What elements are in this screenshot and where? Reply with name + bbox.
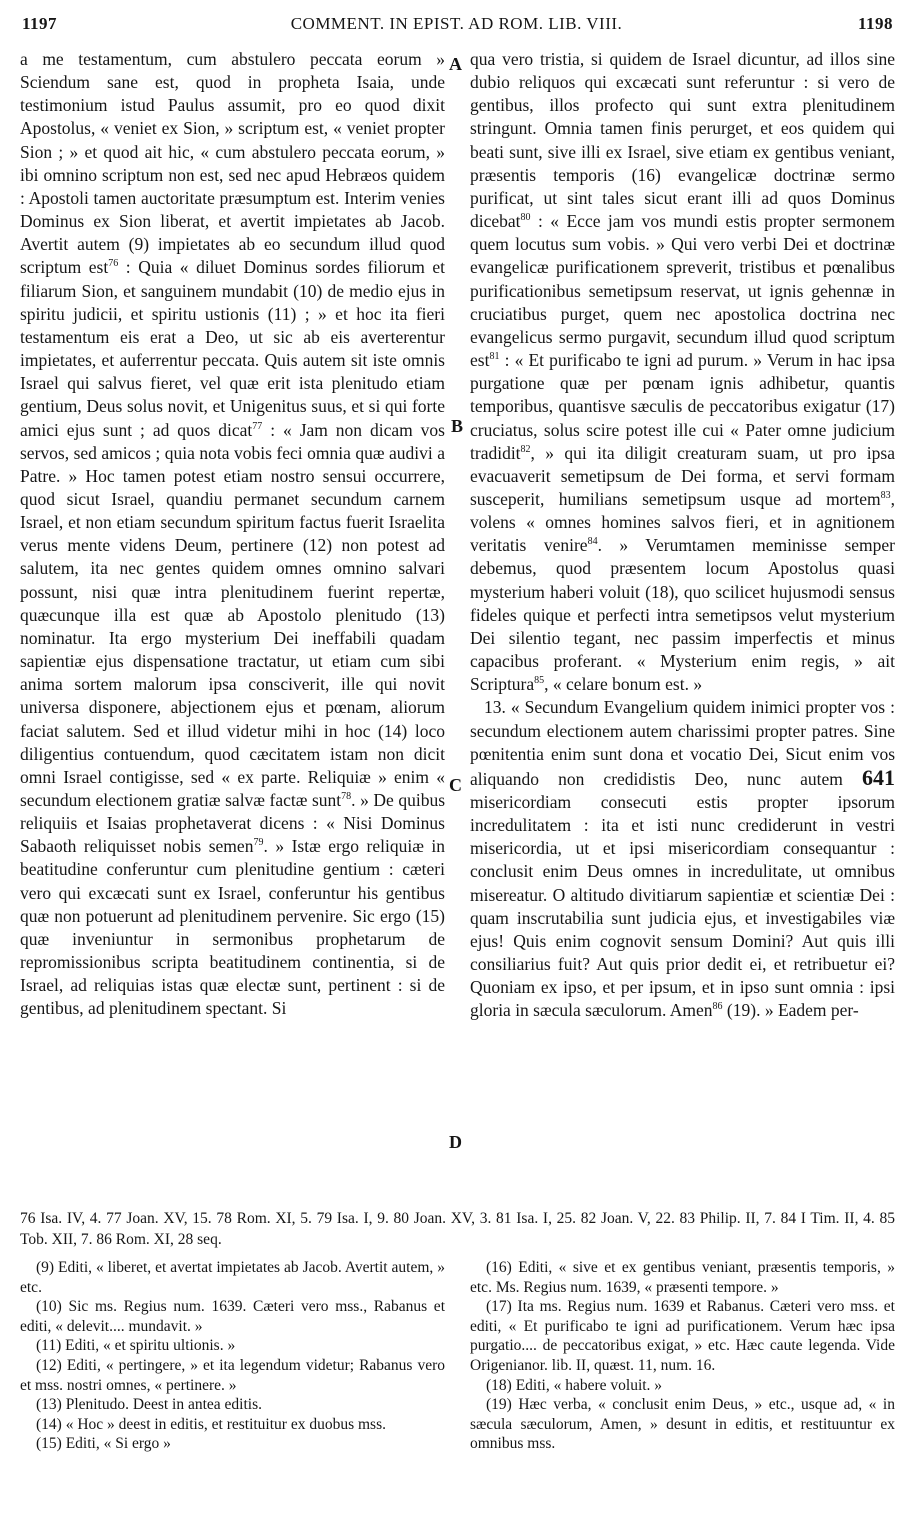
page-number-left: 1197 — [22, 14, 58, 33]
section-marker-b: B — [451, 416, 464, 436]
footnote: (15) Editi, « Si ergo » — [36, 1435, 171, 1453]
column-number-641: 641 — [862, 764, 895, 790]
footnote: (14) « Hoc » deest in editis, et restituitur ex duobus mss. — [36, 1415, 386, 1433]
page-number-right: 1198 — [857, 14, 893, 33]
footnote: (10) Sic ms. Regius num. 1639. Cæteri vero mss., Rabanus et editi, « delevit.... mundavit. » — [20, 1298, 445, 1335]
section-marker-d: D — [449, 1132, 462, 1152]
running-header — [14, 8, 899, 34]
footnote: (13) Plenitudo. Deest in antea editis. — [36, 1396, 262, 1414]
footnote: (9) Editi, « liberet, et avertat impietates ab Jacob. Avertit autem, » etc. — [20, 1259, 445, 1296]
footnote: (12) Editi, « pertingere, » et ita legendum videtur; Rabanus vero et mss. nostri omnes, « pertinere. » — [20, 1356, 445, 1394]
running-title: COMMENT. IN EPIST. AD ROM. LIB. VIII. — [290, 14, 623, 33]
right-column — [470, 48, 895, 1023]
footnote: (16) Editi, « sive et ex gentibus veniant, præsentis temporis, » etc. Ms. Regius num. 1639, « præsenti tempore. » — [470, 1259, 895, 1296]
right-column-text: qua vero tristia, si quidem de Israel dicuntur, ad illos sine dubio reliquos qui excæcati sunt referuntur : si vero de gentibus, illos profecto qui sunt extra plenitudinem stringunt. Omnia tamen finis perurget, et eos quidem qui beati sunt, sive illi ex Israel, sive etiam ex gentibus veniant, præsentis temporis (16) evangelicæ doctrinæ sermo purificat, ut sint tales sicut erant illi ad quos Dominus dicebat$^{80}$ : « Ecce jam vos mundi estis propter sermonem quem locutus sum vobis. » Qui vero verbi Dei et doctrinæ evangelicæ purificationem spreverit, tristibus et pœnalibus purificationibus semetipsum reservat, ut ignis gehennæ in cruciatibus purget, quem nec apostolica doctrina nec evangelicus sermo purgavit, secundum illud quod scriptum est$^{81}$ : « Et purificabo te igni ad purum. » Verum in hac ipsa purgatione quæ per pœnam ignis adhibetur, quantis temporibus, quantisve sæculis de peccatoribus exigatur (17) cruciatus, solus scire potest ille cui « Pater omne judicium tradidit$^{82}$, » qui ita diligit creaturam suam, ut pro ipsa evacuaverit semetipsum de Dei forma, et servi formam susceperit, humilians semetipsum usque ad mortem$^{83}$, volens « omnes homines salvos fieri, et in agnitionem veritatis venire$^{84}$. » Verumtamen meminisse semper debemus, quod præsentem locum Apostolus quasi mysterium haberi voluit (18), quo scilicet hujusmodi sensus fideles quique et perfecti intra semetipsos velut mysterium Dei silentio tegant, nec passim imperfectis et minus capacibus proferant. « Mysterium enim regis, » ait Scriptura$^{85}$, « celare bonum est. » — [470, 49, 895, 695]
footnotes-left — [20, 1258, 445, 1454]
section-marker-c: C — [449, 775, 462, 795]
section-number: 13. — [484, 697, 506, 718]
scripture-references: 76 Isa. IV, 4. 77 Joan. XV, 15. 78 Rom. XI, 5. 79 Isa. I, 9. 80 Joan. XV, 3. 81 Isa. I, 25. 82 Joan. V, 22. 83 Philip. II, 7. 84 I Tim. II, 4. 85 Tob. XII, 7. 86 Rom. XI, 28 seq. — [20, 1210, 895, 1248]
footnote: (11) Editi, « et spiritu ultionis. » — [36, 1337, 236, 1355]
footnote: (19) Hæc verba, « conclusit enim Deus, » etc., usque ad, « in sæcula sæculorum, Amen, » desunt in editis, et restituuntur ex omnibus mss. — [470, 1396, 895, 1453]
section-13-paragraph: 13. « Secundum Evangelium quidem inimici propter vos : secundum electionem autem charissimi propter patres. Sine pœnitentia enim sunt dona et vocatio Dei, Sicut enim vos aliquando non credidistis Deo, nunc autem 641 misericordiam consecuti estis propter ipsorum incredulitatem : ita et isti nunc crediderunt in vestri misericordia, ut et ipsi misericordiam consequantur : conclusit enim Deus omnes in incredulitate, ut omnibus misereatur. O altitudo divitiarum sapientiæ et scientiæ Dei : quam inscrutabilia sunt judicia ejus, et investigabiles viæ ejus! Quis enim cognovit sensum Domini? Aut quis illi consiliarius fuit? Aut quis prior dedit ei, et retribuetur ei? Quoniam ex ipso, et per ipsum, et in ipso sunt omnia : ipsi gloria in sæcula sæculorum. Amen$^{86}$ (19). » Eadem per- — [470, 697, 895, 1021]
left-column — [20, 48, 445, 1021]
footnote: (18) Editi, « habere voluit. » — [486, 1376, 663, 1394]
footnote: (17) Ita ms. Regius num. 1639 et Rabanus. Cæteri vero mss. et editi, « Et purificabo te igni ad purificationem. Verum hæc ipsa purgatio.... de peccatoribus exigat, » etc. Hæc caute legenda. Vide Origenianor. lib. II, quæst. 11, num. 16. — [470, 1298, 895, 1374]
section-marker-a: A — [449, 54, 462, 74]
footnotes-right — [470, 1258, 895, 1454]
left-column-text: a me testamentum, cum abstulero peccata eorum » Sciendum sane est, quod in propheta Isaia, unde testimonium istud Paulus assumit, pro eo quod dixit Apostolus, « veniet ex Sion, » scriptum est, « veniet propter Sion ; » et quod ait hic, « cum abstulero peccata eorum, » ibi omnino scriptum non est, sed nec apud Hebræos quidem : Apostoli tamen auctoritate præsumptum est. Interim venies Dominus ex Sion liberat, et avertit impietates ab Jacob. Avertit autem (9) impietates ab eo secundum illud quod scriptum est$^{76}$ : Quia « diluet Dominus sordes filiorum et filiarum Sion, et sanguinem mundabit (10) de medio ejus in spiritu judicii, et spiritu ustionis (11) ; » et hoc ita fieri testamentum eis erat a Deo, ut sic ab eis averterentur impietates, et auferrentur peccata. Quis autem sit iste omnis Israel qui salvus fieret, vel quæ erit ista plenitudo etiam gentium, Deus solus novit, et Unigenitus suus, et si qui forte amici ejus sunt ; ad quos dicat$^{77}$ : « Jam non dicam vos servos, sed amicos ; quia nota vobis feci omnia quæ audivi a Patre. » Hoc tamen potest etiam nostro sensui occurrere, quod sicut Israel, quandiu permanet secundum carnem Israel, et non etiam secundum spiritum factus fuerit Israelita verus mente videns Deum, pertinere (12) non potest ad salutem, ita nec gentes quidem omnes omnino salvari possunt, nisi quæ intra plenitudinem fuerint repertæ, quæcunque illa est quæ ab Apostolo plenitudo (13) nominatur. Ita ergo mysterium Dei ineffabili quadam sapientiæ ejus dispensatione tractatur, ut etiam cum sibi anima sortem malorum ipsa consciverit, ille qui novit universa disponere, abjectionem ejus et pœnam, aliorum faciat salutem. Sed et illud videtur mihi in hoc (14) loco diligentius contuendum, quod cæcitatem istam non dicit omni Israel contigisse, sed « ex parte. Reliquiæ » enim « secundum electionem gratiæ salvæ factæ sunt$^{78}$. » De quibus reliquiis et Isaias prophetaverat dicens : « Nisi Dominus Sabaoth reliquisset nobis semen$^{79}$. » Istæ ergo reliquiæ in beatitudine conferuntur cum plenitudine gentium : cæteri vero qui excæcati sunt ex Israel, conferuntur his gentibus quæ non potuerunt ad plenitudinem pervenire. Sic ergo (15) quæ inveniuntur in sermonibus prophetarum de repromissionibus scripta beatitudinem continentia, si de Israel, ad reliquias istas quæ electæ sunt, pertinent : si de gentibus, ad plenitudinem spectant. Si — [20, 49, 446, 1019]
